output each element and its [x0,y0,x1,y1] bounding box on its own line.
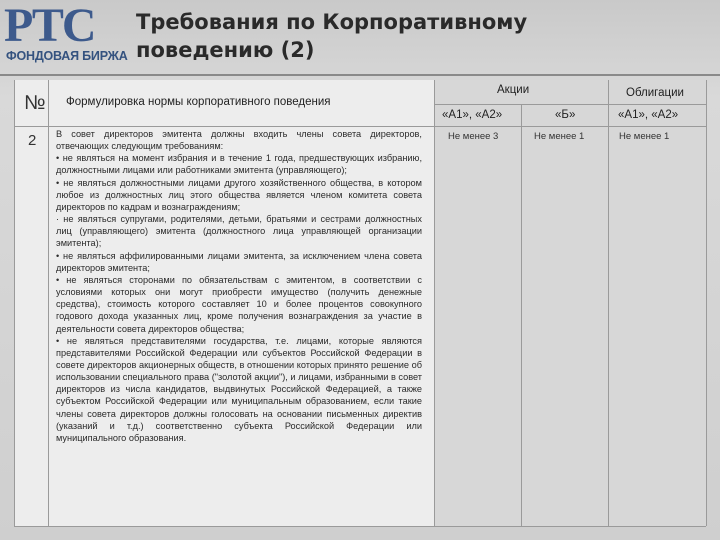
grid-line [48,80,49,526]
logo-subtitle: ФОНДОВАЯ БИРЖА [6,49,128,63]
header-divider [0,74,720,76]
grid-line [706,80,707,526]
norm-paragraph: · не являться супругами, родителями, детьми, братьями и сестрами должностных лиц (управляющего) эмитента (должностного лица управляющей организации эмитента); [56,214,422,249]
bonds-a-value: Не менее 1 [619,131,670,142]
shares-group-header: Акции [497,84,530,96]
row-number: 2 [28,132,37,149]
norm-paragraph: • не являться сторонами по обязательствам с эмитентом, в соответствии с условиями которых они могут приобрести имущество (получить денежные средства), стоимость которого составляет 10 и более процентов совокупного годового дохода указанных лиц, кроме получения вознаграждения за участие в деятельности совета директоров общества; [56,274,422,334]
number-column-header: № [24,92,46,114]
grid-line [14,80,15,526]
bonds-group-header: Облигации [626,87,684,99]
shares-b-column-header: «Б» [555,109,576,121]
norm-paragraph: • не являться представителями государства, т.е. лицами, которые являются представителями Российской Федерации или субъектов Российской Федерации в совете директоров акционерных обществ, в отношении которых принято решение об использовании специального права ("золотой акции"), и лицами, избранными в совет директоров из числа кандидатов, выдвинутых Российской Федерацией, а также субъектом Российской Федерации или муниципальным образованием, если такие члены совета директоров должны голосовать на основании письменных директив (указаний и т.д.) соответственно субъекта Российской Федерации или муниципального образования. [56,335,423,443]
norm-paragraph: • не являться должностными лицами другого хозяйственного общества, в котором любое из должностных лиц этого общества является членом комитета совета директоров по кадрам и вознаграждениям; [56,177,422,212]
grid-line [521,104,522,526]
grid-line [14,126,706,127]
norm-column-header: Формулировка нормы корпоративного поведения [66,96,331,108]
norm-paragraph: В совет директоров эмитента должны входить члены совета директоров, отвечающих следующим требованиям: [56,129,422,152]
grid-line [434,104,706,105]
shares-a-value: Не менее 3 [448,131,499,142]
shares-b-value: Не менее 1 [534,131,585,142]
norm-text [56,128,422,444]
bonds-a-column-header: «А1», «А2» [618,109,679,121]
norm-paragraph: • не являться на момент избрания и в течение 1 года, предшествующих избранию, должностными лицами или работниками эмитента (управляющего); [56,153,422,176]
slide-title: Требования по Корпоративному поведению (2) [136,10,528,62]
norm-paragraph: • не являться аффилированными лицами эмитента, за исключением члена совета директоров эмитента; [56,250,422,273]
grid-line [434,80,435,526]
logo [4,0,128,66]
grid-line [608,80,609,526]
shares-a-column-header: «А1», «А2» [442,109,503,121]
table-right-panel [434,80,706,526]
grid-line [14,526,706,527]
logo-mark: РТС [4,4,116,48]
